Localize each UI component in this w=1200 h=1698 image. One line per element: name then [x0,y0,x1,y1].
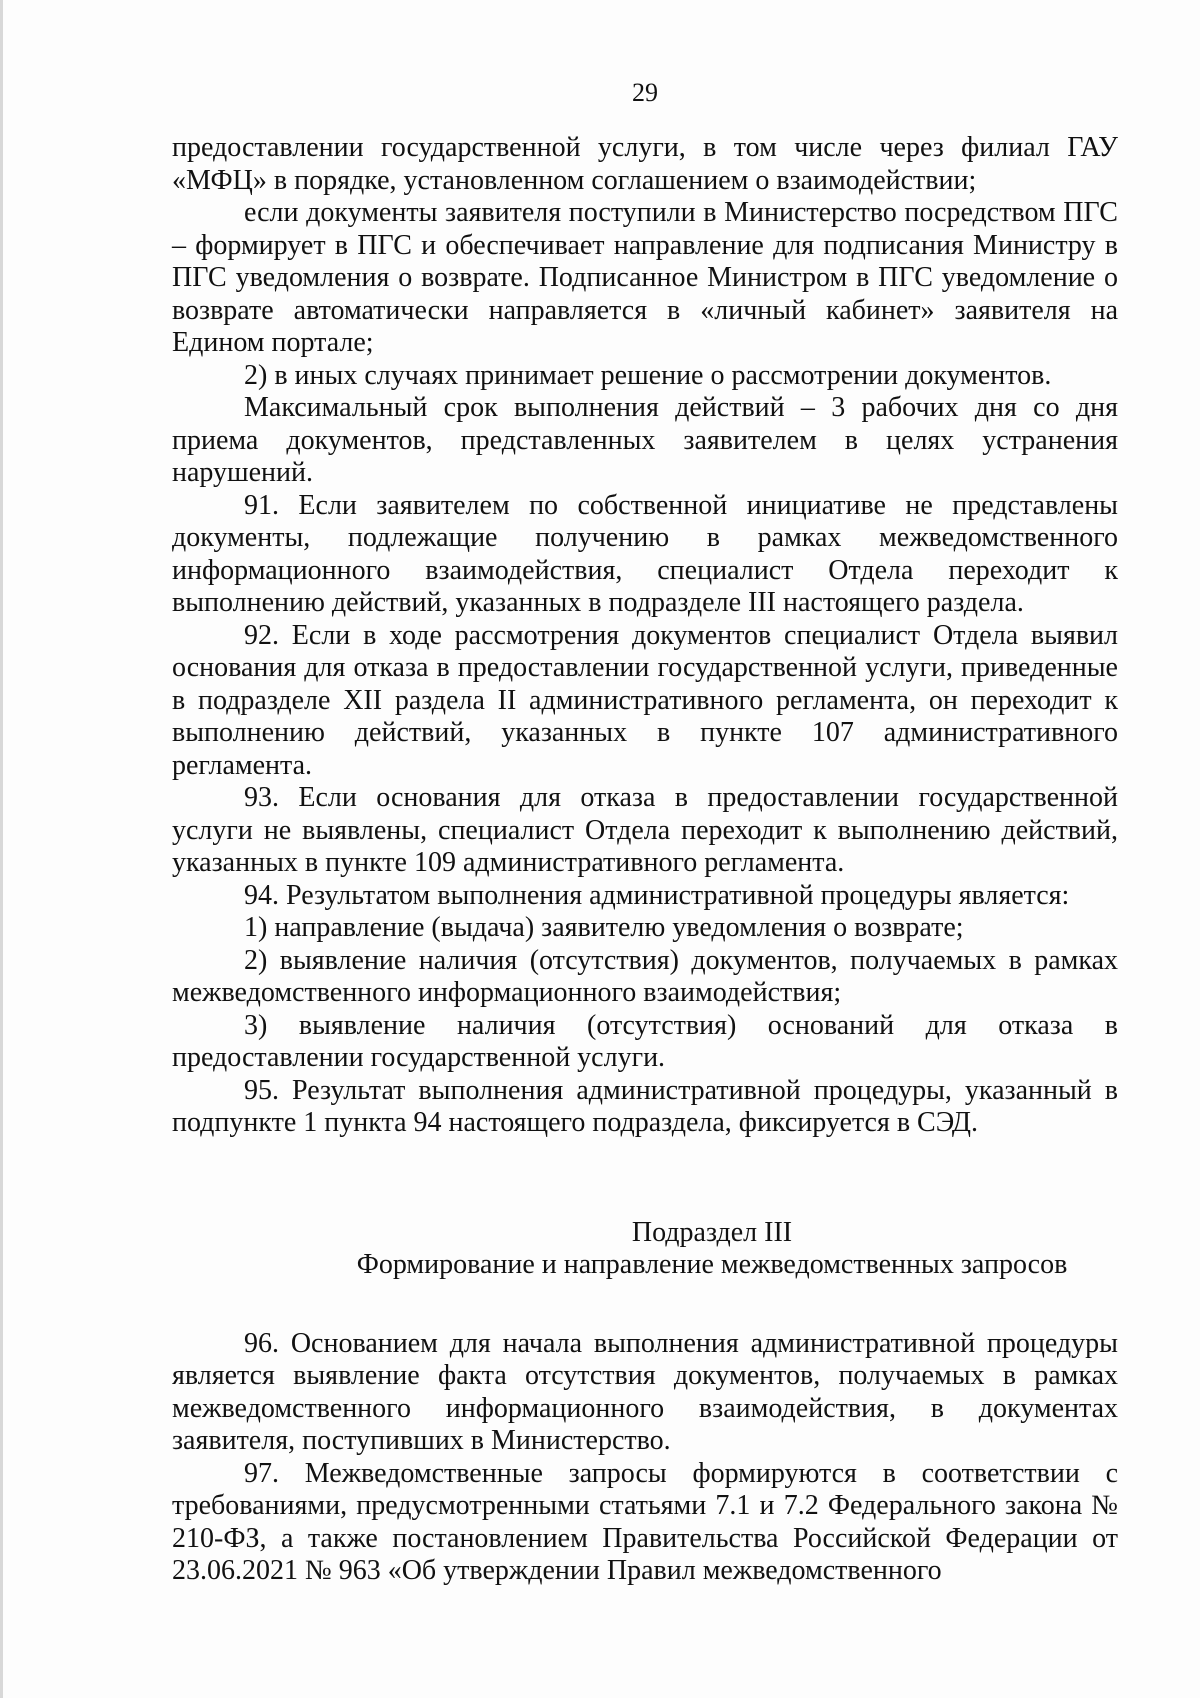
subsection-label: Подраздел III [631,1216,793,1248]
paragraph: 94. Результатом выполнения административной процедуры является: [244,879,1070,911]
paragraph: 97. Межведомственные запросы формируются в соответствии с требованиями, предусмотренными статьями 7.1 и 7.2 Федерального закона № 210-ФЗ, а также постановлением Правительства Российской Федерации от 23.06.2021 № 963 «Об утверждении Правил межведомственного [172,1457,1118,1586]
paragraph: Максимальный срок выполнения действий – 3 рабочих дня со дня приема документов, представленных заявителем в целях устранения нарушений. [172,392,1118,488]
subsection-heading [172,1217,1118,1282]
paragraph: 92. Если в ходе рассмотрения документов специалист Отдела выявил основания для отказа в предоставлении государственной услуги, приведенные в подразделе XII раздела II административного регламента, он переходит к выполнению действий, указанных в пункте 107 административного регламента. [172,619,1118,781]
subsection-title: Формирование и направление межведомственных запросов [356,1249,1068,1280]
paragraph: 96. Основанием для начала выполнения административной процедуры является выявление факта отсутствия документов, получаемых в рамках межведомственного информационного взаимодействия, в документах заявителя, поступивших в Министерство. [172,1327,1118,1456]
paragraph: 91. Если заявителем по собственной инициативе не представлены документы, подлежащие получению в рамках межведомственного информационного взаимодействия, специалист Отдела переходит к выполнению действий, указанных в подразделе III настоящего раздела. [172,489,1118,618]
paragraph: 2) выявление наличия (отсутствия) документов, получаемых в рамках межведомственного информационного взаимодействия; [172,944,1118,1008]
page-number: 29 [632,78,658,107]
paragraph: если документы заявителя поступили в Министерство посредством ПГС – формирует в ПГС и обеспечивает направление для подписания Министру в ПГС уведомления о возврате. Подписанное Министром в ПГС уведомление о возврате автоматически направляется в «личный кабинет» заявителя на Едином портале; [172,197,1118,358]
paragraph: 93. Если основания для отказа в предоставлении государственной услуги не выявлены, специалист Отдела переходит к выполнению действий, указанных в пункте 109 административного регламента. [172,782,1118,878]
paragraph: 2) в иных случаях принимает решение о рассмотрении документов. [244,359,1052,391]
scan-edge [0,0,3,1698]
paragraph: 95. Результат выполнения административной процедуры, указанный в подпункте 1 пункта 94 настоящего подраздела, фиксируется в СЭД. [172,1074,1118,1138]
paragraph: 1) направление (выдача) заявителю уведомления о возврате; [244,912,964,943]
paragraph: 3) выявление наличия (отсутствия) оснований для отказа в предоставлении государственной услуги. [172,1009,1118,1073]
document-body [172,132,1118,1588]
paragraph: предоставлении государственной услуги, в том числе через филиал ГАУ «МФЦ» в порядке, установленном соглашением о взаимодействии; [172,132,1118,196]
